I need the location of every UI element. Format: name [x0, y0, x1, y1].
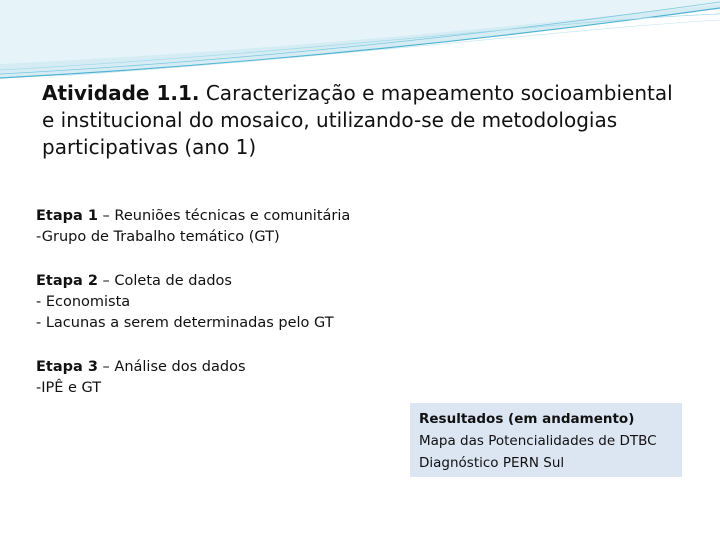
title-text: Caracterização e mapeamento socioambiental e institucional do mosaico, utilizando-se de metodologias participativas (ano 1) — [42, 81, 673, 159]
step-label: Etapa 3 — [36, 359, 98, 375]
header-decoration — [0, 0, 720, 90]
step-item: -Grupo de Trabalho temático (GT) — [36, 229, 280, 245]
step-label: Etapa 1 — [36, 208, 98, 224]
step-2 — [36, 271, 596, 334]
step-3 — [36, 357, 596, 399]
step-heading-text: – Coleta de dados — [97, 273, 232, 289]
step-1 — [36, 206, 596, 248]
step-heading — [36, 206, 596, 227]
step-label: Etapa 2 — [36, 273, 98, 289]
step-heading — [36, 357, 596, 378]
slide-title — [42, 80, 682, 161]
results-item: Mapa das Potencialidades de DTBC — [419, 433, 657, 449]
step-item: - Economista — [36, 294, 131, 310]
title-bold: Atividade 1.1. — [42, 81, 200, 105]
step-heading-text: – Reuniões técnicas e comunitária — [97, 208, 351, 224]
step-heading-text: – Análise dos dados — [97, 359, 246, 375]
results-item: Diagnóstico PERN Sul — [419, 455, 565, 471]
step-item: -IPÊ e GT — [36, 380, 102, 396]
step-item: - Lacunas a serem determinadas pelo GT — [36, 315, 334, 331]
header-wave-fill-light — [0, 0, 720, 64]
step-heading — [36, 271, 596, 292]
results-heading: Resultados (em andamento) — [419, 411, 635, 427]
results-box — [410, 403, 682, 477]
